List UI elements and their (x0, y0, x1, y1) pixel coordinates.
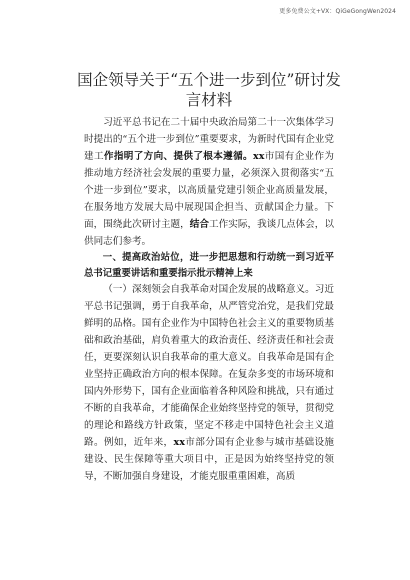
intro-bold-1: 作指明了方向、提供了根本遵循。 (103, 151, 253, 162)
section-paragraph-1 (84, 281, 334, 485)
intro-bold-3: 结合 (189, 219, 210, 230)
intro-bold-2: xx (252, 151, 265, 162)
para1-text-2: 市部分国有企业参与城市基础设施建设、民生保障等重大项目中，正是因为始终坚持党的领导，不断加强自身建设，才能克服重重困难，高质 (84, 437, 335, 482)
intro-text-4: 以供同志们参考。 (84, 219, 335, 247)
para1-text-1: （一）深刻领会自我革命对国企发展的战略意义。习近平总书记强调，勇于自我革命，从严管党治党，是我们党最鲜明的品格。国有企业作为中国特色社会主义的重要物质基础和政治基础，肩负着重大的政治责任、经济责任和社会责任，更要深刻认识自我革命的重大意义。自我革命是国有企业坚持正确政治方向的根本保障。在复杂多变的市场环境和国内外形势下，国有企业面临着各种风险和挑战，只有通过不断的自我革命，才能确保企业始终坚持党的领导，贯彻党的理论和路线方针政策，坚定不移走中国特色社会主义道路。例如，近年来， (84, 284, 334, 448)
intro-text-1: 习近平总书记在二十届中央政治局第二十一次集体学习时提出的“五个进一步到位”重要要求，为新时代国有企业党建工 (84, 117, 334, 162)
intro-text-2: 市国有企业作为推动地方经济社会发展的重要力量，必须深入贯彻落实“五个进一步到位”要求，以高质量党建引领企业高质量发展，在服务地方发展大局中展现国企担当、贡献国企力量。下面，围绕此次研讨主题， (84, 151, 335, 230)
section-heading-1: 一、提高政治站位，进一步把思想和行动统一到习近平总书记重要讲话和重要指示批示精神上来 (84, 252, 334, 279)
watermark-text: 更多免费公文+VX：QiGeGongWen2024 (279, 8, 396, 15)
document-title: 国企领导关于“五个进一步到位”研讨发言材料 (77, 71, 341, 109)
document-body (84, 114, 334, 485)
intro-paragraph (84, 114, 334, 250)
para1-bold: xx (173, 437, 185, 448)
intro-text-3: 工作实际，我谈几点体会， (209, 219, 325, 230)
